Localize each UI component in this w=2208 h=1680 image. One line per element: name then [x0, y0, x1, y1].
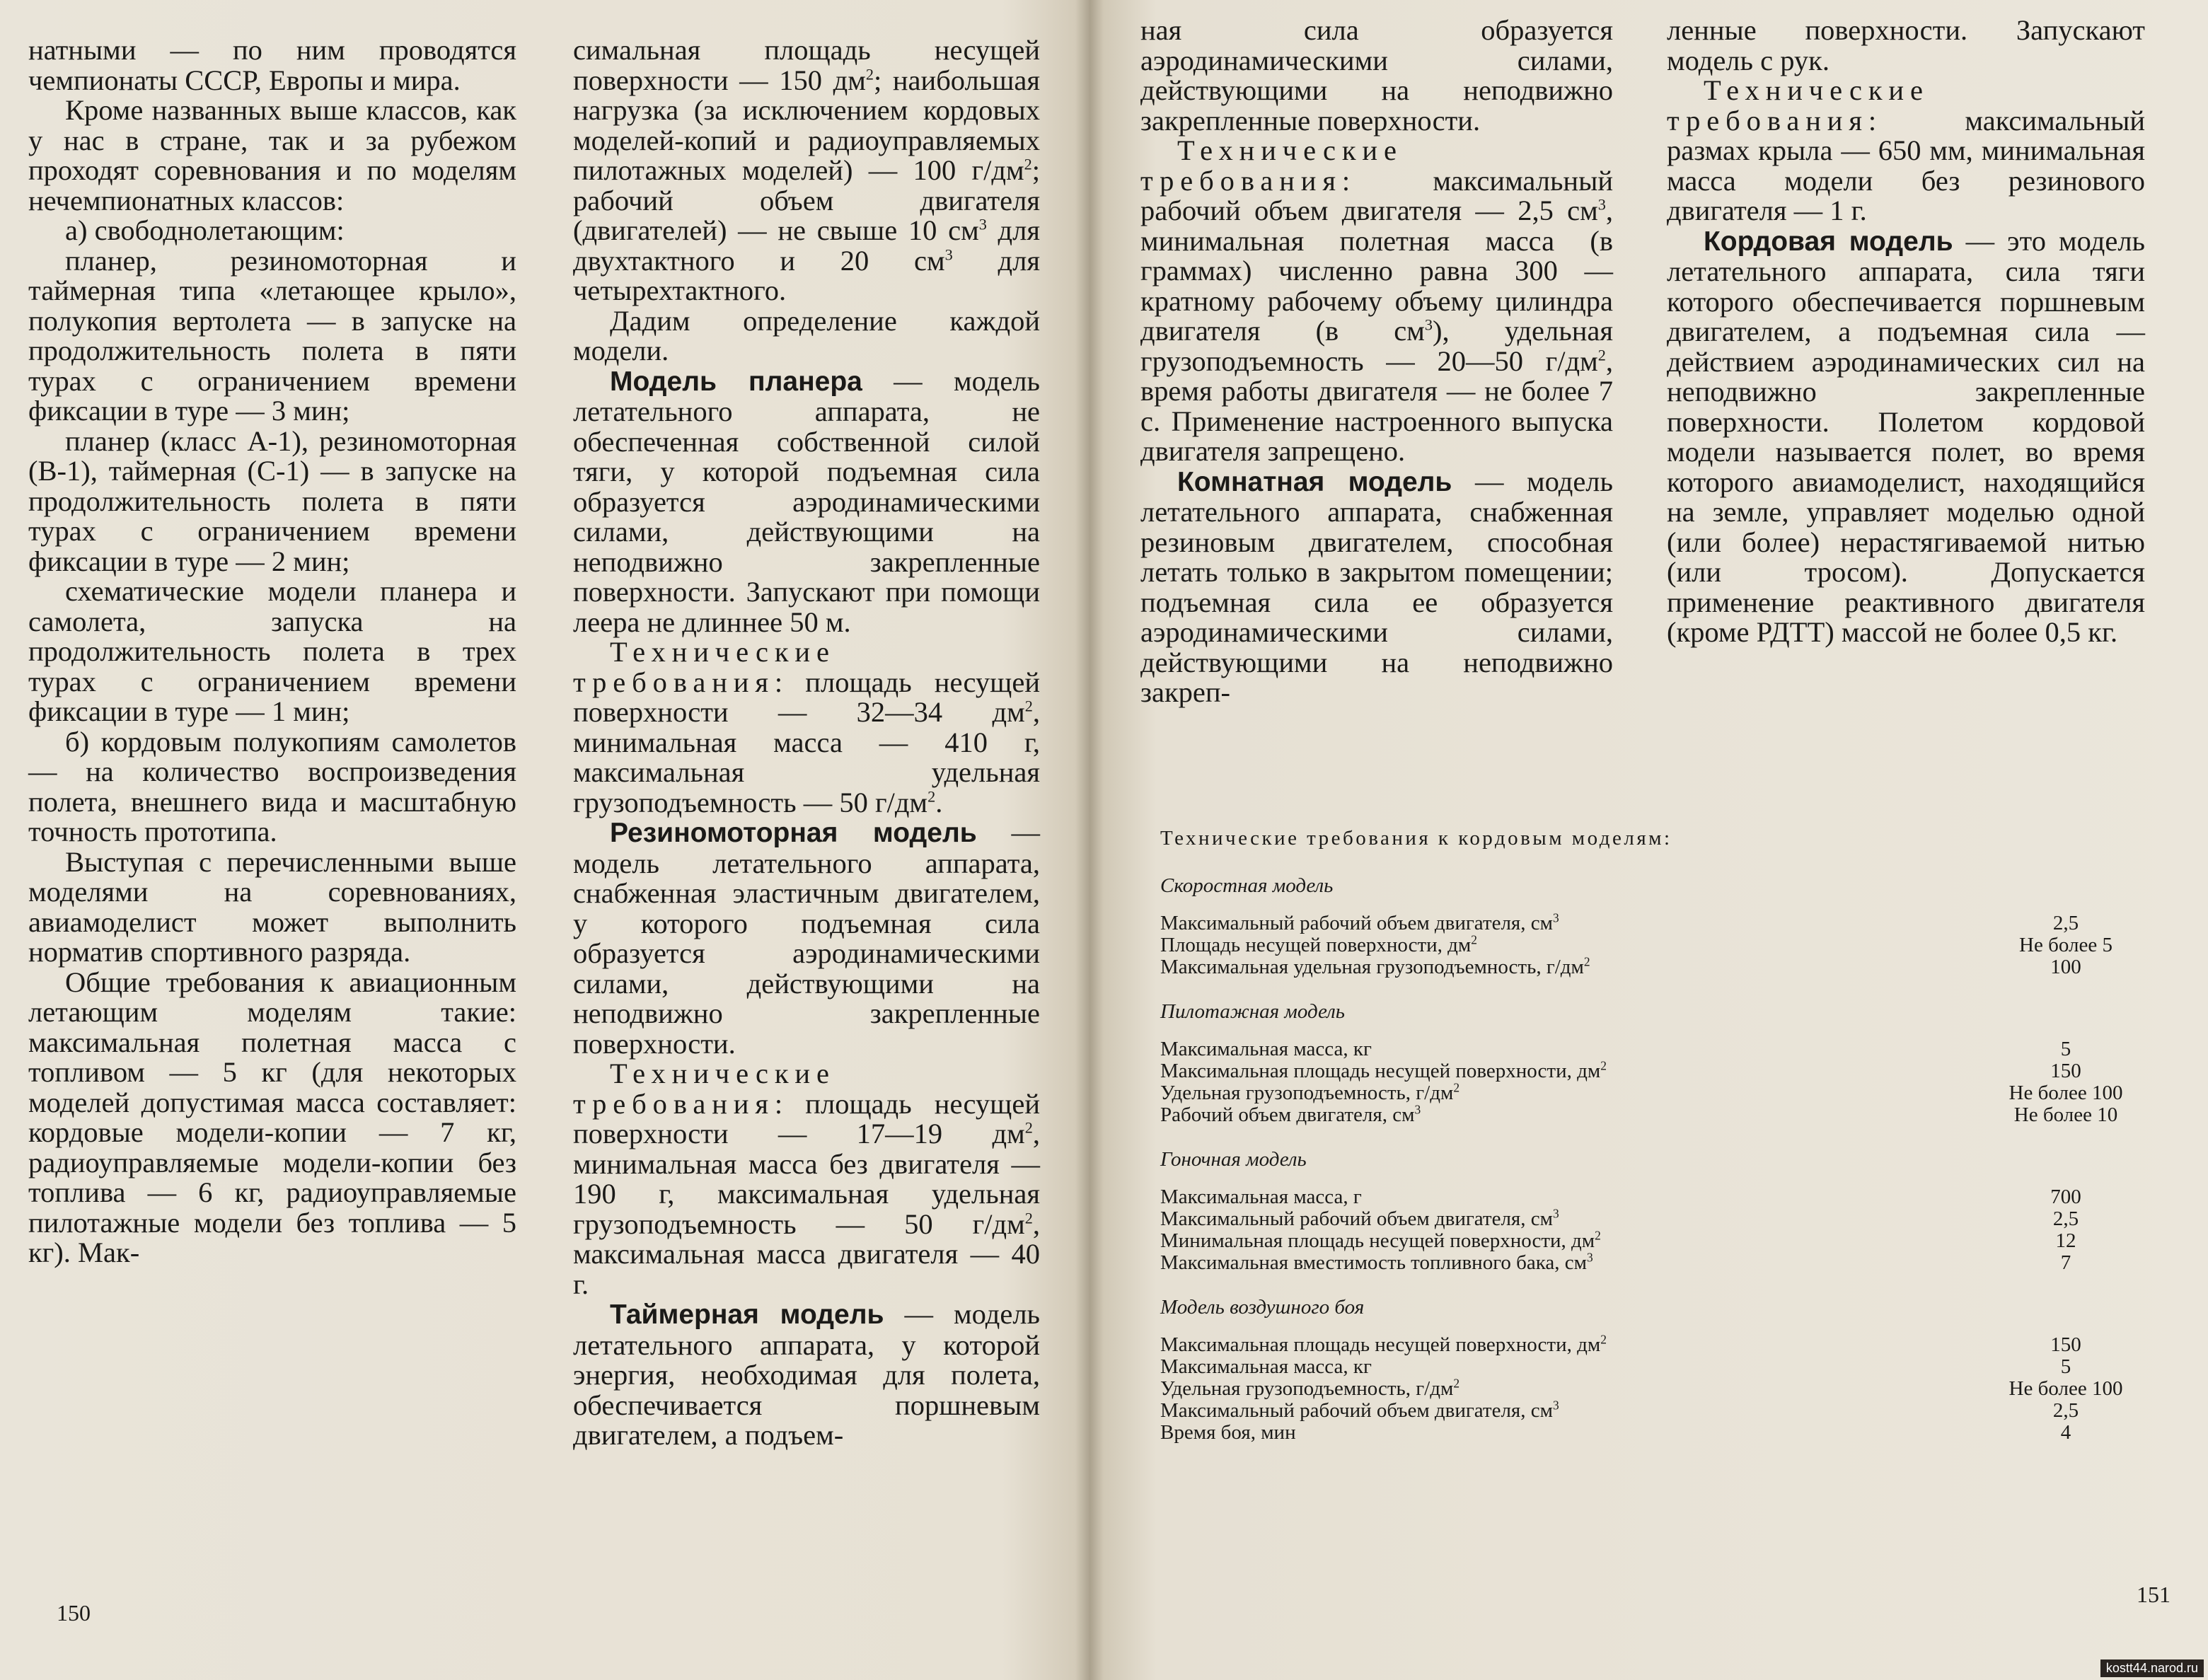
paragraph: Выступая с перечисленными выше моделями на соревнованиях, авиамоделист может выполнить норматив спортивного разряда. [28, 845, 516, 968]
glider-definition: Модель планера — модель летательного аппарата, не обеспеченная собственной силой тяги, у которой подъемная сила образуется аэродинамическими силами, действующими на неподвижно закрепленные поверхности. Запускают при помощи леера не длиннее 50 м. [573, 364, 1040, 638]
spec-row-value: 150 [2050, 1060, 2081, 1082]
spec-title: Технические требования к кордовым моделям: [1160, 827, 1672, 850]
spec-row-value: 4 [2060, 1421, 2071, 1444]
spec-row-label: Минимальная площадь несущей поверхности, $дм^2$ [1160, 1228, 1601, 1252]
paragraph: планер (класс А-1), резиномоторная (В-1), таймерная (С-1) — в запуске на продолжительность полета в пяти турах с ограничением времени фиксации в туре — 2 мин; [28, 424, 516, 577]
paragraph: ная сила образуется аэродинамическими силами, действующими на неподвижно закрепленные поверхности. [1140, 14, 1613, 137]
cord-spec-table [1160, 828, 2137, 1466]
spec-group [1160, 875, 2137, 978]
paragraph: б) кордовым полукопиям самолетов — на количество воспроизведения полета, внешнего вида и масштабную точность прототипа. [28, 725, 516, 847]
left-column-2 [573, 35, 1040, 1451]
spec-row-label: Максимальная площадь несущей поверхности, $дм^2$ [1160, 1332, 1607, 1356]
spec-row-value: 2,5 [2052, 1399, 2079, 1422]
paragraph: Дадим определение каждой модели. [573, 304, 1040, 366]
spec-row-value: Не более 10 [2013, 1103, 2118, 1126]
spec-grid [1160, 910, 2137, 978]
spec-row-label: Максимальный рабочий объем двигателя, $см^3$ [1160, 1206, 1559, 1230]
paragraph: симальная площадь несущей поверхности — 150 $дм^2$; наибольшая нагрузка (за исключением кордовых моделей-копий и радиоуправляемых пилотажных моделей) — 100 $г/дм^2$; рабочий объем двигателя (двигателей) — не свыше 10 $см^3$ для двухтактного и 20 $см^3$ для четырехтактного. [573, 34, 1040, 306]
paragraph: планер, резиномоторная и таймерная типа «летающее крыло», полукопия вертолета — в запуске на продолжительность полета в пяти турах с ограничением времени фиксации в туре — 3 мин; [28, 244, 516, 427]
spec-row-value: 5 [2060, 1355, 2071, 1378]
glider-requirements: Технические требования: площадь несущей поверхности — 32—34 $дм^2$, минимальная масса — 410 г, максимальная удельная грузоподъемность — 50 $г/дм^2$. [573, 636, 1040, 818]
spec-row-value: 2,5 [2052, 912, 2079, 934]
rubber-requirements: Технические требования: площадь несущей поверхности — 17—19 $дм^2$, минимальная масса без двигателя — 190 г, максимальная удельная грузоподъемность — 50 $г/дм^2$, максимальная масса двигателя — 40 г. [573, 1058, 1040, 1300]
right-column-2 [1667, 16, 2145, 648]
spec-row-label: Максимальная площадь несущей поверхности, $дм^2$ [1160, 1058, 1607, 1082]
paragraph: а) свободнолетающим: [65, 214, 345, 246]
spec-row-label: Время боя, мин [1160, 1421, 1296, 1444]
spec-row-label: Максимальный рабочий объем двигателя, $см^3$ [1160, 910, 1559, 934]
spec-row-label: Рабочий объем двигателя, $см^3$ [1160, 1102, 1421, 1126]
page-number: 150 [57, 1600, 91, 1626]
spec-row-label: Максимальная удельная грузоподъемность, $г/дм^2$ [1160, 954, 1590, 978]
term-indoor: Комнатная модель [1177, 466, 1452, 497]
spec-group-name: Скоростная модель [1160, 874, 1334, 897]
book-spine [1075, 0, 1104, 1680]
spec-row-value: 7 [2060, 1251, 2071, 1274]
spec-row-value: 700 [2050, 1186, 2081, 1208]
paragraph: схематические модели планера и самолета, запуска на продолжительность полета в трех турах с ограничением времени фиксации в туре — 1 мин; [28, 575, 516, 727]
spec-row-value: Не более 100 [2008, 1377, 2123, 1400]
cord-definition: Кордовая модель — это модель летательного аппарата, сила тяги которого обеспечивается поршневым двигателем, а подъемная сила — действием аэродинамических сил на неподвижно закрепленные поверхности. Полетом кордовой модели называется полет, во время которого авиамоделист, находящийся на земле, управляет моделью одной (или более) нерастягиваемой нитью (или тросом). Допускается применение реактивного двигателя (кроме РДТТ) массой не более 0,5 кг. [1667, 224, 2146, 648]
spec-grid [1160, 1038, 2137, 1126]
paragraph: натными — по ним проводятся чемпионаты СССР, Европы и мира. [28, 34, 516, 96]
spec-grid [1160, 1186, 2137, 1274]
spec-row-label: Удельная грузоподъемность, $г/дм^2$ [1160, 1376, 1460, 1400]
spec-row-label: Удельная грузоподъемность, $г/дм^2$ [1160, 1080, 1460, 1104]
term-cord: Кордовая модель [1704, 226, 1953, 257]
paragraph: Общие требования к авиационным летающим моделям такие: максимальная полетная масса с топливом — 5 кг (для некоторых моделей допустимая масса составляет: кордовые модели-копии — 7 кг, радиоуправляемые модели-копии без топлива — 6 кг, радиоуправляемые пилотажные модели без топлива — 5 кг). Мак- [28, 966, 516, 1268]
timer-definition: Таймерная модель — модель летательного аппарата, у которой энергия, необходимая для полета, обеспечивается поршневым двигателем, а подъем- [573, 1298, 1040, 1451]
spec-row-label: Максимальный рабочий объем двигателя, $см^3$ [1160, 1398, 1559, 1422]
spec-row-label: Максимальная масса, кг [1160, 1038, 1372, 1060]
left-page [0, 0, 1089, 1680]
spec-groups [1160, 875, 2137, 1444]
spec-group-name: Модель воздушного боя [1160, 1296, 1365, 1319]
indoor-definition: Комнатная модель — модель летательного аппарата, снабженная резиновым двигателем, способная летать только в закрытом помещении; подъемная сила ее образуется аэродинамическими силами, действующими на неподвижно закреп- [1140, 465, 1613, 708]
ic-requirements: Технические требования: максимальный рабочий объем двигателя — 2,5 $см^3$, минимальная полетная масса (в граммах) численно равна 300 — кратному рабочему объему цилиндра двигателя (в $см^3$), удельная грузоподъемность — 20—50 $г/дм^2$, время работы двигателя — не более 7 с. Применение настроенного выпуска двигателя запрещено. [1140, 134, 1613, 467]
spec-row-value: Не более 100 [2008, 1082, 2123, 1104]
spec-group [1160, 1297, 2137, 1444]
spec-row-label: Максимальная вместимость топливного бака, $см^3$ [1160, 1250, 1593, 1274]
spec-row-label: Максимальная масса, кг [1160, 1355, 1372, 1378]
spec-row-value: Не более 5 [2019, 934, 2112, 956]
page-number: 151 [2137, 1582, 2171, 1607]
indoor-requirements: Технические требования: максимальный размах крыла — 650 мм, минимальная масса модели без резинового двигателя — 1 г. [1667, 74, 2145, 226]
spec-grid [1160, 1334, 2137, 1444]
watermark: kostt44.narod.ru [2100, 1659, 2204, 1677]
spec-row-label: Площадь несущей поверхности, $дм^2$ [1160, 932, 1477, 956]
spec-row-value: 2,5 [2052, 1207, 2079, 1230]
spec-row-value: 5 [2060, 1038, 2071, 1060]
term-rubber: Резиномоторная модель [610, 818, 977, 848]
spec-row-value: 150 [2050, 1333, 2081, 1356]
spec-row-value: 12 [2055, 1229, 2076, 1252]
rubber-definition: Резиномоторная модель — модель летательного аппарата, снабженная эластичным двигателем, у которого подъемная сила образуется аэродинамическими силами, действующими на неподвижно закрепленные поверхности. [573, 816, 1040, 1060]
spec-row-value: 100 [2050, 956, 2081, 978]
paragraph: ленные поверхности. Запускают модель с рук. [1667, 14, 2145, 76]
term-glider: Модель планера [610, 366, 862, 397]
spec-row-label: Максимальная масса, г [1160, 1186, 1362, 1208]
spec-group-name: Гоночная модель [1160, 1148, 1307, 1171]
right-column-1 [1140, 16, 1613, 708]
paragraph: Кроме названных выше классов, как у нас в стране, так и за рубежом проходят соревнования и по моделям нечемпионатных классов: [28, 94, 516, 216]
left-column-1 [28, 35, 516, 1268]
spec-group [1160, 1149, 2137, 1274]
term-timer: Таймерная модель [610, 1299, 884, 1330]
spec-group-name: Пилотажная модель [1160, 1000, 1345, 1023]
spec-group [1160, 1001, 2137, 1126]
